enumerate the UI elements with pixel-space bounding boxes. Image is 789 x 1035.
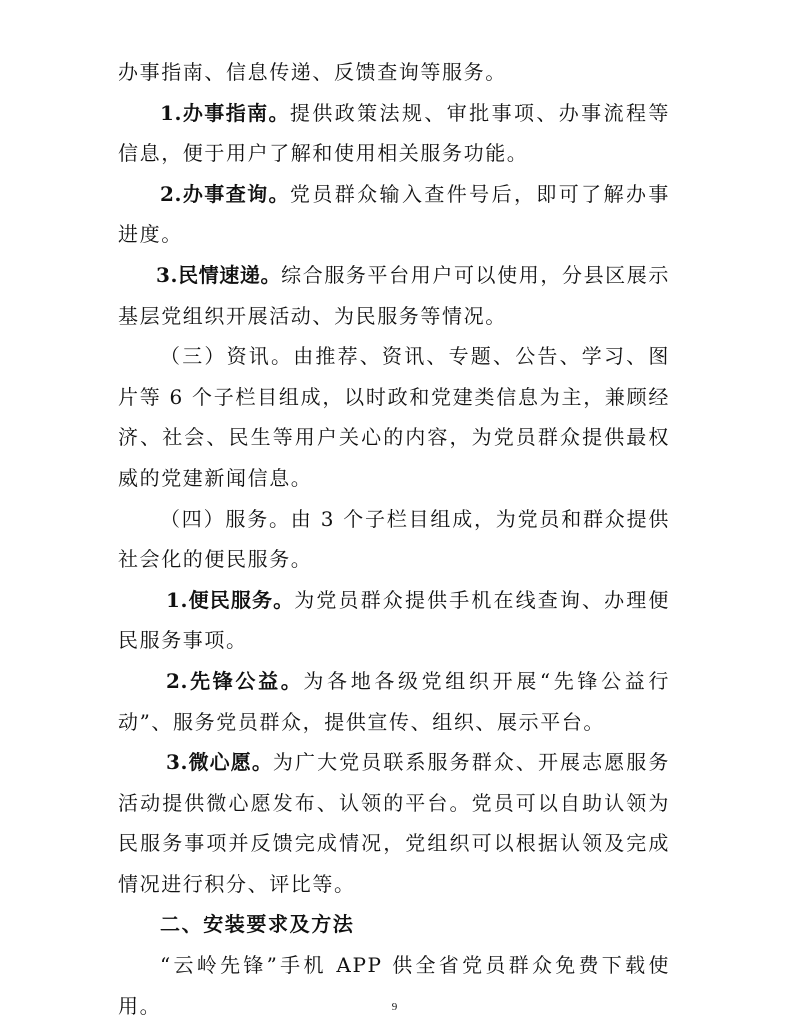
- paragraph-text: 提供政策法规、审批事项、办事流程等信息，便于用户了解和使用相关服务功能。: [118, 100, 670, 166]
- paragraph-lead: 3.民情速递。: [156, 262, 282, 287]
- paragraph-micro-wish: [118, 742, 670, 904]
- paragraph-lead: 2.先锋公益。: [166, 668, 304, 693]
- document-body: [118, 52, 670, 1026]
- paragraph-public-feedback: [118, 255, 670, 336]
- paragraph-text: “云岭先锋”手机 APP 供全省党员群众免费下载使用。: [118, 953, 670, 1018]
- paragraph-vanguard-charity: [118, 661, 670, 742]
- paragraph-lead: 1.便民服务。: [166, 587, 295, 612]
- paragraph-continuation: [118, 52, 670, 93]
- paragraph-text: 综合服务平台用户可以使用，分县区展示基层党组织开展活动、为民服务等情况。: [118, 262, 670, 328]
- paragraph-text: （三）资讯。由推荐、资讯、专题、公告、学习、图片等 6 个子栏目组成，以时政和党建类信息为主，兼顾经济、社会、民生等用户关心的内容，为党员群众提供最权威的党建新闻信息。: [118, 344, 670, 490]
- paragraph-text: 为各地各级党组织开展“先锋公益行动”、服务党员群众，提供宣传、组织、展示平台。: [118, 668, 670, 734]
- paragraph-lead: 2.办事查询。: [160, 181, 290, 206]
- paragraph-text: 为广大党员联系服务群众、开展志愿服务活动提供微心愿发布、认领的平台。党员可以自助认领为民服务事项并反馈完成情况，党组织可以根据认领及完成情况进行积分、评比等。: [118, 750, 670, 896]
- page-number: 9: [391, 1001, 398, 1013]
- paragraph-text: （四）服务。由 3 个子栏目组成，为党员和群众提供社会化的便民服务。: [118, 506, 670, 572]
- paragraph-office-guide: [118, 93, 670, 174]
- paragraph-office-query: [118, 174, 670, 255]
- paragraph-text: 为党员群众提供手机在线查询、办理便民服务事项。: [118, 587, 670, 653]
- paragraph-text: 党员群众输入查件号后，即可了解办事进度。: [118, 181, 670, 247]
- paragraph-convenience-service: [118, 580, 670, 661]
- paragraph-app-download: [118, 945, 670, 1026]
- paragraph-text: 办事指南、信息传递、反馈查询等服务。: [118, 60, 507, 84]
- paragraph-lead: 1.办事指南。: [160, 100, 290, 125]
- paragraph-lead: 3.微心愿。: [166, 750, 273, 775]
- paragraph-news-section: [118, 336, 670, 498]
- section-heading-installation: [118, 904, 670, 945]
- paragraph-service-section: [118, 499, 670, 580]
- heading-text: 二、安装要求及方法: [160, 912, 355, 937]
